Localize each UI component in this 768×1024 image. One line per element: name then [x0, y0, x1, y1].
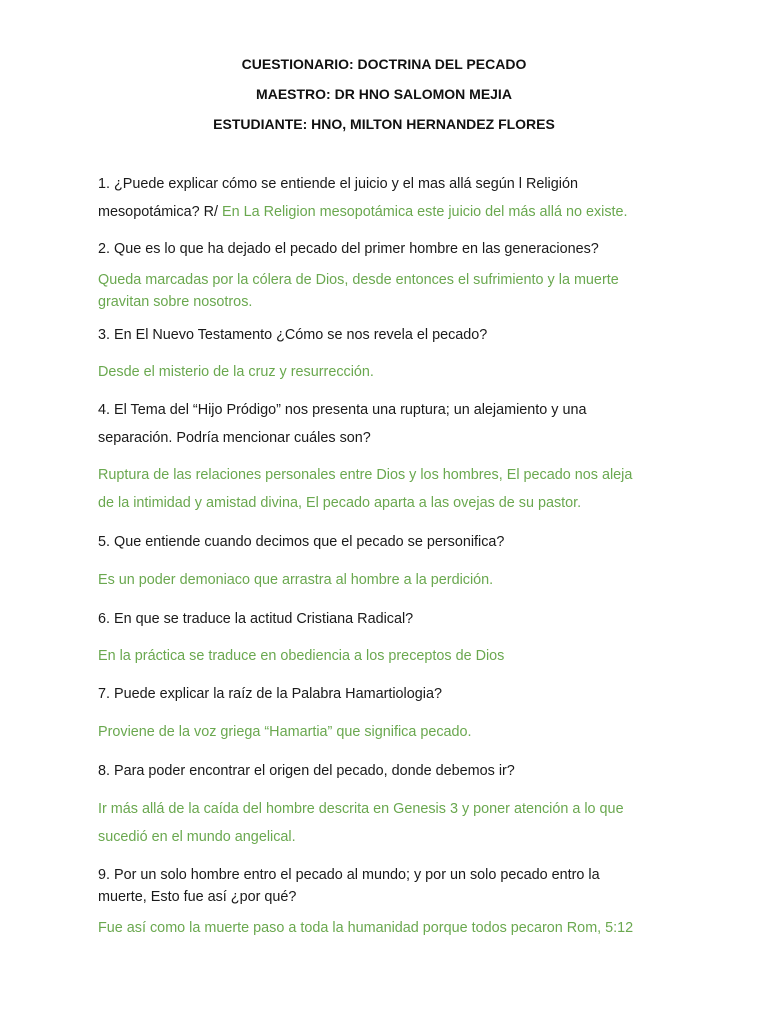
answer-9	[98, 917, 698, 939]
question-7	[98, 683, 698, 705]
answer-4-line-1: Ruptura de las relaciones personales entre Dios y los hombres, El pecado nos aleja	[98, 467, 633, 483]
answer-6	[98, 645, 698, 667]
question-5	[98, 531, 698, 553]
answer-7-line-1: Proviene de la voz griega “Hamartia” que significa pecado.	[98, 724, 472, 740]
question-7-line-1: 7. Puede explicar la raíz de la Palabra Hamartiologia?	[98, 686, 442, 702]
question-3	[98, 324, 698, 346]
question-8	[98, 760, 698, 782]
answer-2	[98, 269, 698, 313]
teacher-line: MAESTRO: DR HNO SALOMON MEJIA	[256, 86, 512, 102]
answer-9-line-1: Fue así como la muerte paso a toda la humanidad porque todos pecaron Rom, 5:12	[98, 920, 634, 936]
question-1-line-1: 1. ¿Puede explicar cómo se entiende el juicio y el mas allá según l Religión	[98, 176, 578, 192]
question-4	[98, 396, 698, 452]
question-1-line-2: mesopotámica? R/	[98, 204, 222, 220]
question-5-line-1: 5. Que entiende cuando decimos que el pecado se personifica?	[98, 534, 505, 550]
question-2-line-1: 2. Que es lo que ha dejado el pecado del primer hombre en las generaciones?	[98, 241, 599, 257]
answer-4	[98, 461, 698, 517]
answer-8	[98, 795, 698, 851]
student-line: ESTUDIANTE: HNO, MILTON HERNANDEZ FLORES	[213, 116, 555, 132]
answer-3-line-1: Desde el misterio de la cruz y resurrección.	[98, 364, 374, 380]
question-9	[98, 864, 698, 908]
document-title: CUESTIONARIO: DOCTRINA DEL PECADO	[241, 56, 527, 72]
answer-6-line-1: En la práctica se traduce en obediencia a los preceptos de Dios	[98, 648, 505, 664]
question-6-line-1: 6. En que se traduce la actitud Cristiana Radical?	[98, 611, 414, 627]
question-9-line-2: muerte, Esto fue así ¿por qué?	[98, 889, 297, 905]
answer-2-line-2: gravitan sobre nosotros.	[98, 294, 253, 310]
answer-8-line-2: sucedió en el mundo angelical.	[98, 829, 296, 845]
question-8-line-1: 8. Para poder encontrar el origen del pecado, donde debemos ir?	[98, 763, 515, 779]
question-4-line-2: separación. Podría mencionar cuáles son?	[98, 430, 371, 446]
question-1-block	[98, 170, 698, 226]
answer-2-line-1: Queda marcadas por la cólera de Dios, desde entonces el sufrimiento y la muerte	[98, 272, 619, 288]
question-9-line-1: 9. Por un solo hombre entro el pecado al mundo; y por un solo pecado entro la	[98, 867, 600, 883]
answer-7	[98, 721, 698, 743]
question-2	[98, 238, 698, 260]
question-6	[98, 608, 698, 630]
answer-5-line-1: Es un poder demoniaco que arrastra al hombre a la perdición.	[98, 572, 494, 588]
answer-4-line-2: de la intimidad y amistad divina, El pecado aparta a las ovejas de su pastor.	[98, 495, 582, 511]
answer-5	[98, 569, 698, 591]
answer-3	[98, 361, 698, 383]
question-4-line-1: 4. El Tema del “Hijo Pródigo” nos presenta una ruptura; un alejamiento y una	[98, 402, 587, 418]
answer-1: En La Religion mesopotámica este juicio del más allá no existe.	[221, 204, 628, 220]
question-3-line-1: 3. En El Nuevo Testamento ¿Cómo se nos revela el pecado?	[98, 327, 488, 343]
answer-8-line-1: Ir más allá de la caída del hombre descrita en Genesis 3 y poner atención a lo que	[98, 801, 624, 817]
